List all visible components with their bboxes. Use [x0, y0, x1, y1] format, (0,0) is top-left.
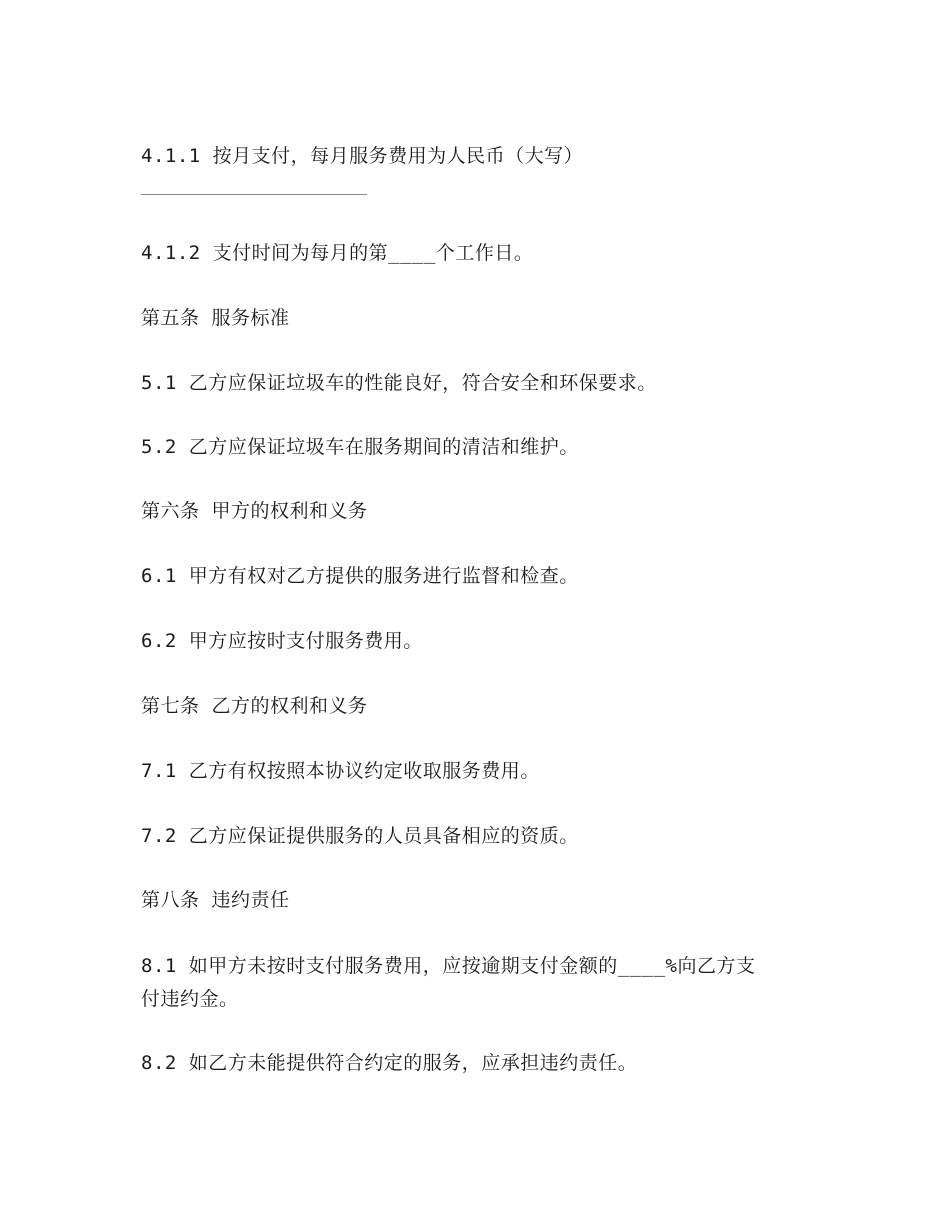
clause-6-1: 6.1 甲方有权对乙方提供的服务进行监督和检查。: [141, 565, 579, 587]
clause-7-2: 7.2 乙方应保证提供服务的人员具备相应的资质。: [141, 825, 579, 847]
article-6-heading: 第六条 甲方的权利和义务: [141, 500, 368, 522]
article-5-heading: 第五条 服务标准: [141, 307, 290, 329]
clause-8-2: 8.2 如乙方未能提供符合约定的服务，应承担违约责任。: [141, 1052, 638, 1074]
article-8-heading: 第八条 违约责任: [141, 889, 290, 911]
clause-7-1: 7.1 乙方有权按照本协议约定收取服务费用。: [141, 760, 540, 782]
clause-8-1-continued: 付违约金。: [141, 988, 239, 1010]
amount-blank-underline: [141, 194, 367, 195]
clause-4-1-2: 4.1.2 支付时间为每月的第____个工作日。: [141, 242, 534, 264]
article-7-heading: 第七条 乙方的权利和义务: [141, 695, 368, 717]
clause-6-2: 6.2 甲方应按时支付服务费用。: [141, 630, 423, 652]
clause-4-1-1: 4.1.1 按月支付，每月服务费用为人民币（大写）: [141, 145, 584, 167]
clause-8-1: 8.1 如甲方未按时支付服务费用，应按逾期支付金额的____%向乙方支: [141, 955, 756, 977]
clause-5-1: 5.1 乙方应保证垃圾车的性能良好，符合安全和环保要求。: [141, 372, 657, 394]
clause-5-2: 5.2 乙方应保证垃圾车在服务期间的清洁和维护。: [141, 436, 579, 458]
